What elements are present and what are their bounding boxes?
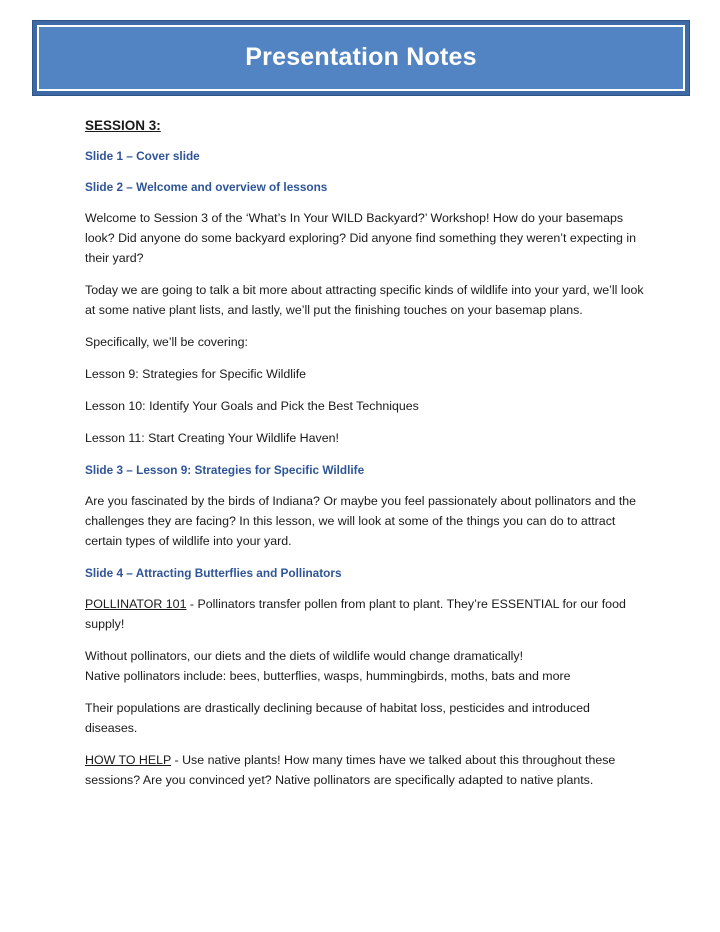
without-pollinators-line: Without pollinators, our diets and the diets of wildlife would change dramatically!	[85, 649, 524, 663]
slide-1-heading: Slide 1 – Cover slide	[85, 149, 200, 163]
notes-body	[85, 112, 645, 802]
slide-3-paragraph: Are you fascinated by the birds of Indiana? Or maybe you feel passionately about pollinators and the challenges they are facing? In this lesson, we will look at some of the things you can do to attract certain types of wildlife into your yard.	[85, 494, 637, 548]
native-pollinators-line: Native pollinators include: bees, butterflies, wasps, hummingbirds, moths, bats and more	[85, 669, 571, 683]
page-title: Presentation Notes	[245, 42, 477, 71]
slide-4-heading: Slide 4 – Attracting Butterflies and Pollinators	[85, 566, 342, 580]
slide-3-heading: Slide 3 – Lesson 9: Strategies for Specific Wildlife	[85, 463, 365, 477]
title-banner-inner	[37, 25, 685, 91]
slide-2-today-paragraph: Today we are going to talk a bit more about attracting specific kinds of wildlife into your yard, we’ll look at some native plant lists, and lastly, we’ll put the finishing touches on your basemap plans.	[85, 283, 644, 317]
slide-2-welcome-paragraph: Welcome to Session 3 of the ‘What’s In Your WILD Backyard?’ Workshop! How do your basemaps look? Did anyone do some backyard exploring? Did anyone find something they weren’t expecting in their yard?	[85, 211, 637, 265]
how-to-help-label: HOW TO HELP	[85, 753, 172, 767]
how-to-help-text: - Use native plants! How many times have we talked about this throughout these sessions? Are you convinced yet? Native pollinators are specifically adapted to native plants.	[85, 753, 616, 787]
pollinator-101-text: - Pollinators transfer pollen from plant to plant. They’re ESSENTIAL for our food supply!	[85, 597, 626, 631]
slide-2-covering-paragraph: Specifically, we’ll be covering:	[85, 335, 248, 349]
slide-2-heading: Slide 2 – Welcome and overview of lessons	[85, 180, 328, 194]
pollinator-101-paragraph	[85, 594, 645, 634]
lesson-11-item: Lesson 11: Start Creating Your Wildlife Haven!	[85, 431, 339, 445]
lesson-10-item: Lesson 10: Identify Your Goals and Pick the Best Techniques	[85, 399, 419, 413]
pollinator-101-label: POLLINATOR 101	[85, 597, 187, 611]
session-title: SESSION 3:	[85, 118, 161, 133]
populations-paragraph: Their populations are drastically declining because of habitat loss, pesticides and introduced diseases.	[85, 701, 590, 735]
title-banner	[32, 20, 690, 96]
lesson-9-item: Lesson 9: Strategies for Specific Wildlife	[85, 367, 307, 381]
how-to-help-paragraph	[85, 750, 645, 790]
